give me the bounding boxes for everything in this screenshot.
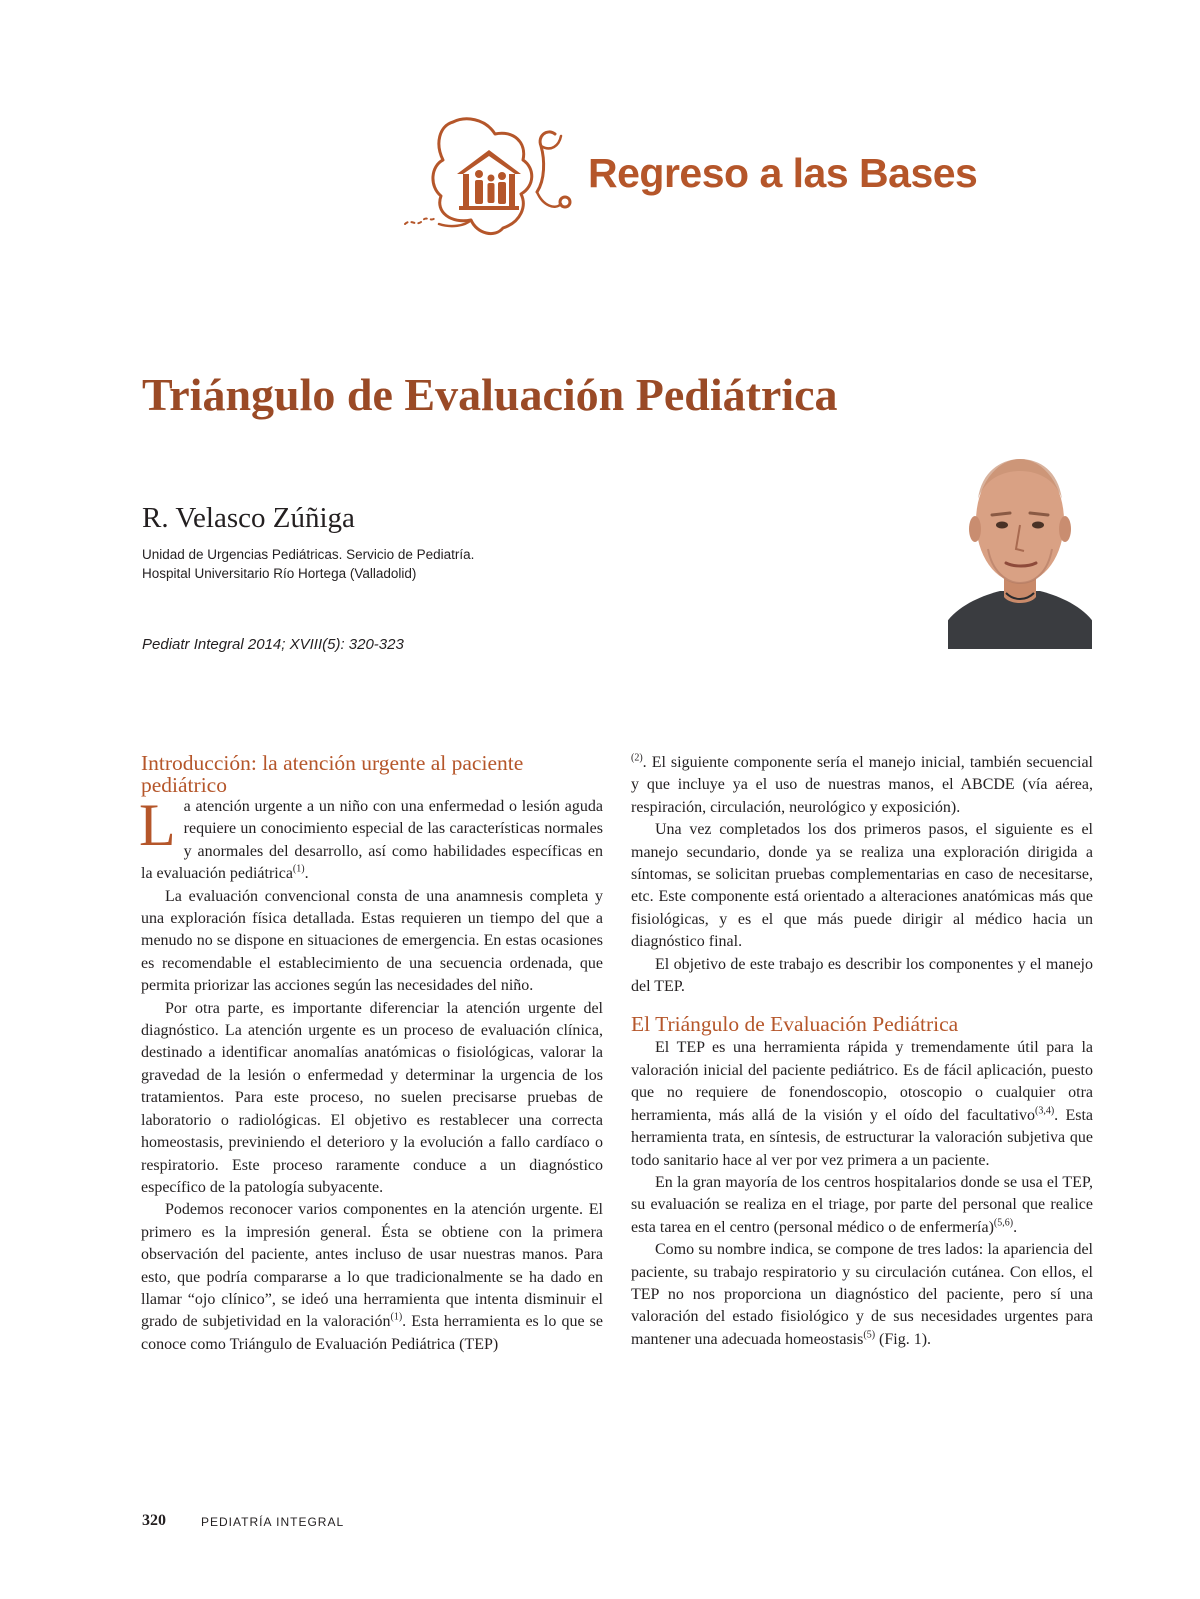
paragraph-text: . Esta herramienta es lo que se conoce como Triángulo de Evaluación Pediátrica (TEP) [141,1313,603,1353]
body-paragraph: El objetivo de este trabajo es describir los componentes y el manejo del TEP. [631,955,1093,996]
page-number: 320 [142,1512,166,1529]
affiliation-line: Hospital Universitario Río Hortega (Valladolid) [142,566,417,581]
body-paragraph [631,1172,1093,1239]
paragraph-text: Podemos reconocer varios componentes en la atención urgente. El primero es la impresión general. Ésta se obtiene con la primera observación del paciente, antes incluso de usar nuestras manos. Para esto, que podría compararse a lo que tradicionalmente se ha dado en llamar “ojo clínico”, se ideó una herramienta que intenta disminuir el grado de subjetividad en la valoración [141,1201,603,1331]
body-paragraph [631,1037,1093,1171]
body-paragraph: La evaluación convencional consta de una anamnesis completa y una exploración física detallada. Estas requieren un tiempo del que a menudo no se dispone en situaciones de emergencia. En estas ocasiones es recomendable el establecimiento de una secuencia ordenada, que permita priorizar las acciones según las necesidades del niño. [141,887,603,995]
author-name: R. Velasco Zúñiga [142,502,355,534]
body-paragraph [139,792,603,886]
left-text-column [141,752,603,1356]
paragraph-text: En la gran mayoría de los centros hospitalarios donde se usa el TEP, su evaluación se realiza en el triage, por parte del personal que realice esta tarea en el centro (personal médico o de enfermería) [631,1173,1093,1236]
body-paragraph [631,1239,1093,1351]
paragraph-text: . Esta herramienta trata, en síntesis, de estructurar la valoración subjetiva que todo sanitario hace al ver por vez primera a un paciente. [631,1106,1094,1169]
body-paragraph [141,1199,603,1356]
right-text-column [631,752,1093,1351]
journal-name: PEDIATRÍA INTEGRAL [201,1515,345,1529]
drop-cap: L [139,792,176,858]
house-family-stethoscope-logo-icon [395,112,580,250]
paragraph-text: a atención urgente a un niño con una enfermedad o lesión aguda requiere un conocimiento especial de las características normales y anormales del desarrollo, así como habilidades específicas en la evaluación pediátrica [141,798,603,883]
paragraph-text: Como su nombre indica, se compone de tres lados: la apariencia del paciente, su trabajo respiratorio y su circulación cutánea. Con ellos, el TEP no nos proporciona un diagnóstico del paciente, pero sí una valoración del estado fisiológico y de sus necesidades urgentes para mantener una adecuada homeostasis [631,1241,1093,1348]
article-title: Triángulo de Evaluación Pediátrica [142,369,838,420]
reference-mark: (5) [863,1329,876,1341]
paragraph-text: . El siguiente componente sería el manejo inicial, también secuencial y que incluye ya el uso de nuestras manos, el ABCDE (vía aérea, respiración, circulación, neurológico y exposición). [631,754,1093,816]
reference-mark: (2) [631,752,643,764]
author-photo [948,445,1092,649]
section-heading: Introducción: la atención urgente al paciente pediátrico [141,751,524,797]
body-paragraph: Una vez completados los dos primeros pasos, el siguiente es el manejo secundario, donde ya se realiza una exploración dirigida a síntomas, se solicitan pruebas complementarias en caso de necesitarse, etc. Este componente está orientado a alteraciones anatómicas más que fisiológicas, y es el que más puede dirigir al médico hacia un diagnóstico final. [631,821,1093,951]
paragraph-text: El TEP es una herramienta rápida y tremendamente útil para la valoración inicial del paciente pediátrico. Es de fácil aplicación, puesto que no requiere de fonendoscopio, otoscopio o cualquier otra herramienta, más allá de la visión y el oído del facultativo [631,1039,1093,1124]
affiliation-line: Unidad de Urgencias Pediátricas. Servicio de Pediatría. [142,547,475,562]
paragraph-text: . [1013,1218,1018,1236]
reference-mark: (5,6) [993,1217,1014,1229]
body-paragraph: Por otra parte, es importante diferenciar la atención urgente del diagnóstico. La atención urgente es un proceso de evaluación clínica, destinado a identificar anomalías anatómicas o fisiológicas, valorar la gravedad de la lesión o enfermedad y determinar la urgencia de los tratamientos. Para este proceso, no suelen precisarse pruebas de laboratorio o radiológicas. El objetivo es restablecer una correcta homeostasis, previniendo el deterioro y la evolución a fallo cardíaco o respiratorio. Este proceso raramente conduce a un diagnóstico específico de la patología subyacente. [141,999,603,1196]
journal-citation: Pediatr Integral 2014; XVIII(5): 320-323 [142,636,404,653]
author-affiliation [142,545,474,583]
reference-mark: (1) [390,1312,403,1324]
section-title: Regreso a las Bases [588,150,978,196]
paragraph-text: (Fig. 1). [875,1330,932,1348]
paragraph-text: . [304,865,309,883]
reference-mark: (3,4) [1034,1105,1055,1117]
reference-mark: (1) [292,863,305,875]
section-heading: El Triángulo de Evaluación Pediátrica [631,1012,959,1037]
body-paragraph [631,752,1093,819]
